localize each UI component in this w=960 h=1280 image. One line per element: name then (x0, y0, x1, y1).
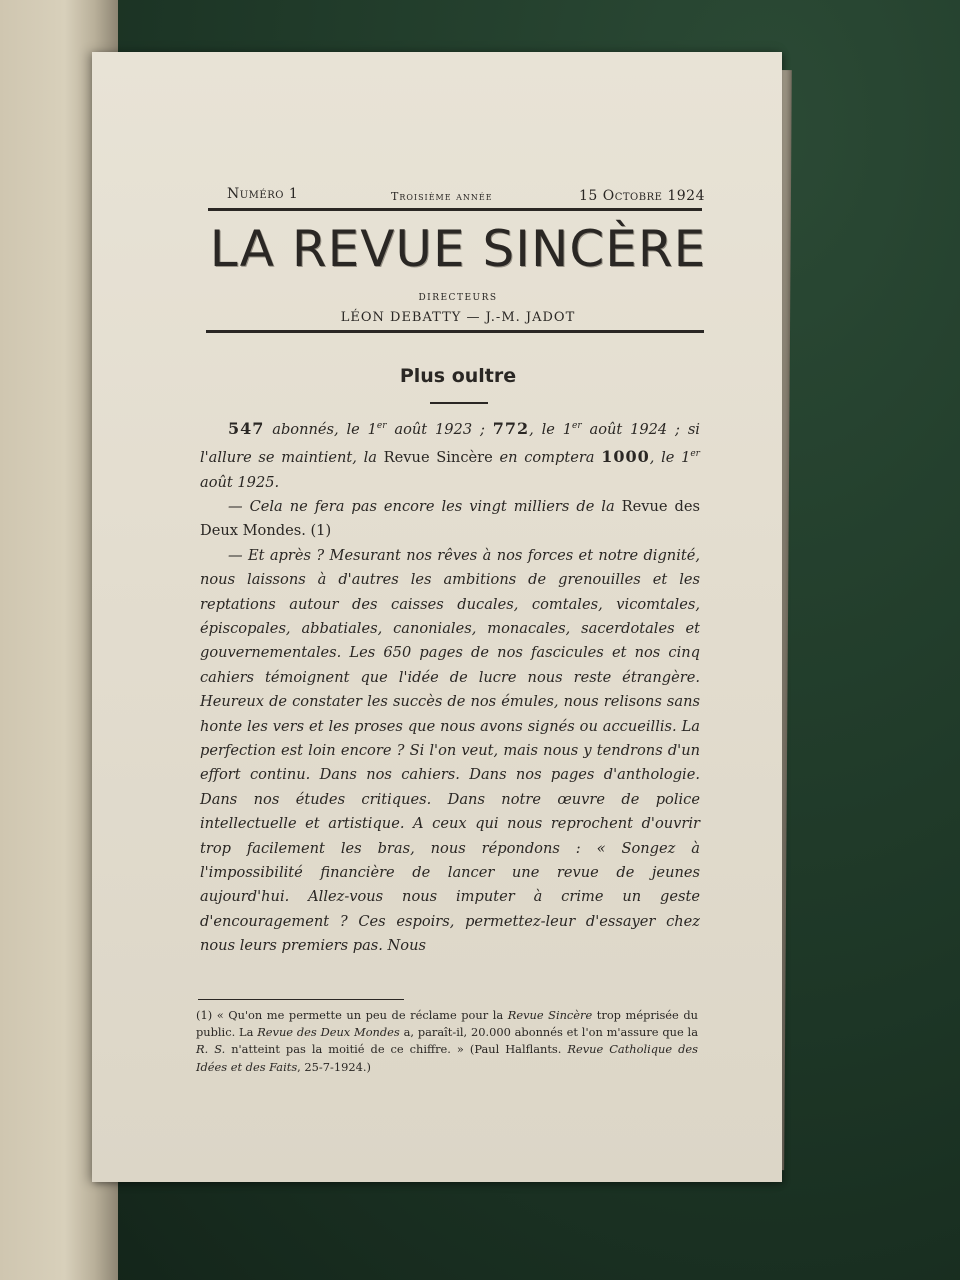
article-title: Plus oultre (399, 365, 517, 387)
book-page (92, 52, 782, 1182)
paragraph-2: — Cela ne fera pas encore les vingt milliers de la Revue des Deux Mondes. (1) (200, 497, 701, 540)
footnote-rule (198, 999, 404, 1000)
masthead-bottom-rule (206, 330, 704, 333)
article-body (200, 414, 700, 959)
issue-year: Troisième année (391, 190, 493, 203)
paragraph-3: — Et après ? Mesurant nos rêves à nos forces et notre dignité, nous laissons à d'autres les ambitions de grenouilles et les reptations autour des caisses ducales, comtales, vicomtales, épiscopales, abbatiales, canoniales, monacales, sacerdotales et gouvernementales. Les 650 pages de nos fascicules et nos cinq cahiers témoignent que l'idée de lucre nous reste étrangère. Heureux de constater les succès de nos émules, nous relisons sans honte les vers et les proses que nous avons signés ou accueillis. La perfection est loin encore ? Si l'on veut, mais nous y tendrons d'un effort continu. Dans nos cahiers. Dans nos pages d'anthologie. Dans nos études critiques. Dans notre œuvre de police intellectuelle et artistique. A ceux qui nous reprochent d'ouvrir trop facilement les bras, nous répondons : « Songez à l'impossibilité financière de lancer une revue de jeunes aujourd'hui. Allez-vous nous imputer à crime un geste d'encouragement ? Ces espoirs, permettez-leur d'essayer chez nous leurs premiers pas. Nous (200, 546, 700, 955)
title-underline (430, 402, 488, 404)
issue-date: 15 Octobre 1924 (578, 188, 705, 204)
masthead-top-rule (208, 208, 702, 211)
masthead-info-row (227, 186, 705, 208)
directeurs-names: LÉON DEBATTY — J.-M. JADOT (340, 310, 576, 325)
directeurs-label: DIRECTEURS (418, 293, 498, 303)
journal-title: LA REVUE SINCÈRE (209, 220, 707, 278)
footnote: (1) « Qu'on me permette un peu de réclame pour la Revue Sincère trop méprisée du public. La Revue des Deux Mondes a, paraît-il, 20.000 abonnés et l'on m'assure que la R. S. n'atteint pas la moitié de ce chiffre. » (Paul Halflants. Revue Catholique des Idées et des Faits, 25-7-1924.) (196, 1008, 699, 1074)
issue-number: Numéro 1 (227, 186, 299, 202)
paragraph-1: 547 abonnés, le 1er août 1923 ; 772, le 1er août 1924 ; si l'allure se maintient, la Revue Sincère en comptera 1000, le 1er août 1925. (200, 418, 700, 491)
